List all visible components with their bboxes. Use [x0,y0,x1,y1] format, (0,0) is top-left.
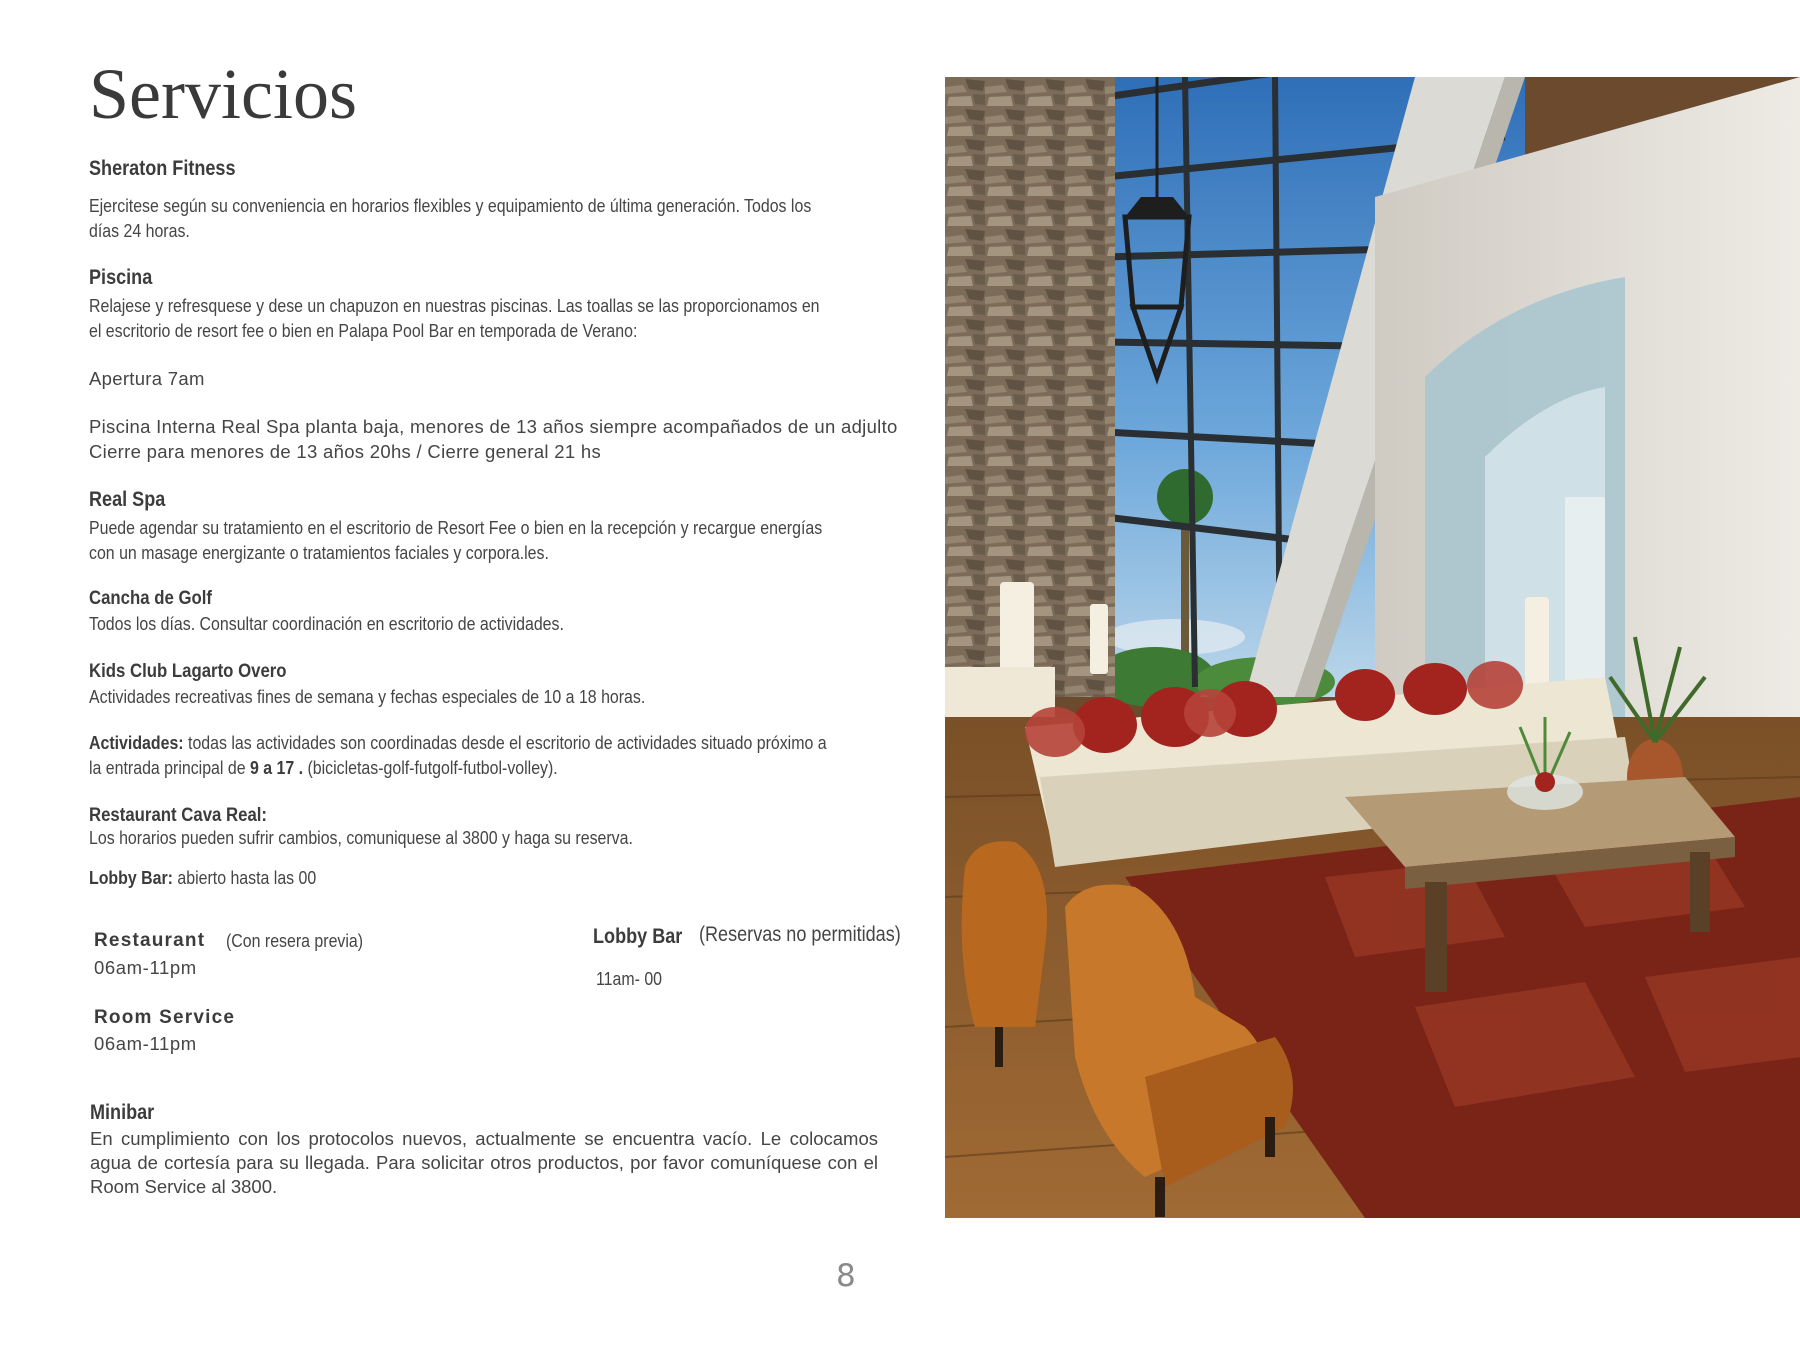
text-line: la entrada principal de [89,757,250,778]
fitness-text [89,193,929,243]
text-line: Ejercitese según su conveniencia en horarios flexibles y equipamiento de última generación. Todos los [89,195,812,216]
kids-text: Actividades recreativas fines de semana y fechas especiales de 10 a 18 horas. [89,686,646,707]
section-heading: Minibar [90,1101,155,1124]
restaurant-hours [94,930,385,952]
restaurant-note: (Con resera previa) [225,930,363,951]
cava-label: Restaurant Cava Real: [89,804,268,826]
actividades-label: Actividades: [89,732,184,753]
text-line: todas las actividades son coordinadas desde el escritorio de actividades situado próximo a [183,732,827,753]
text-line: Piscina Interna Real Spa planta baja, menores de 13 años siempre acompañados de un adjulto [89,416,898,437]
section-heading: Piscina [89,266,153,289]
restaurant-value: 06am-11pm [94,957,197,978]
lobby-text [89,865,353,890]
text-line: el escritorio de resort fee o bien en Palapa Pool Bar en temporada de Verano: [89,320,638,341]
section-heading: Cancha de Golf [89,587,213,609]
room-service-label: Room Service [94,1007,236,1028]
piscina-opening: Apertura 7am [89,368,205,389]
lobby-bar-hours [593,925,697,949]
text-line: abierto hasta las 00 [172,867,317,888]
page-title: Servicios [89,54,357,134]
piscina-text [89,293,938,343]
lobby-bar-value: 11am- 00 [596,968,663,989]
golf-text: Todos los días. Consultar coordinación en escritorio de actividades. [89,613,564,634]
text-line: con un masage energizante o tratamientos faciales y corpora.les. [89,542,549,563]
minibar-text: En cumplimiento con los protocolos nuevos, actualmente se encuentra vacío. Le colocamos agua de cortesía para su llegada. Para solicitar otros productos, por favor comuníquese con el Room Service al 3800. [90,1128,878,1197]
text-line: (bicicletas-golf-futgolf-futbol-volley). [303,757,558,778]
section-heading: Kids Club Lagarto Overo [89,660,287,682]
text-line: Relajese y refresquese y dese un chapuzon en nuestras piscinas. Las toallas se las proporcionamos en [89,295,820,316]
lobby-bar-note: (Reservas no permitidas) [699,923,901,946]
section-fitness [89,157,259,181]
text-line: Cierre para menores de 13 años 20hs / Cierre general 21 hs [89,441,602,462]
text-line: Puede agendar su tratamiento en el escritorio de Resort Fee o bien en la recepción y recargue energías [89,517,823,538]
actividades-hours: 9 a 17 . [249,757,304,778]
restaurant-label: Restaurant [94,930,206,951]
spa-text [89,515,942,565]
section-heading: Real Spa [89,488,166,511]
text-line: días 24 horas. [89,220,190,241]
section-heading: Sheraton Fitness [89,157,236,180]
room-service-value: 06am-11pm [94,1033,197,1054]
actividades-text [89,730,947,780]
lobby-bar-label: Lobby Bar [593,925,683,948]
hotel-lobby-lounge-photo [945,77,1800,1218]
piscina-notes [89,414,898,464]
cava-text: Los horarios pueden sufrir cambios, comuniquese al 3800 y haga su reserva. [89,827,633,848]
page-number: 8 [836,1258,856,1294]
lobby-label: Lobby Bar: [89,867,173,888]
